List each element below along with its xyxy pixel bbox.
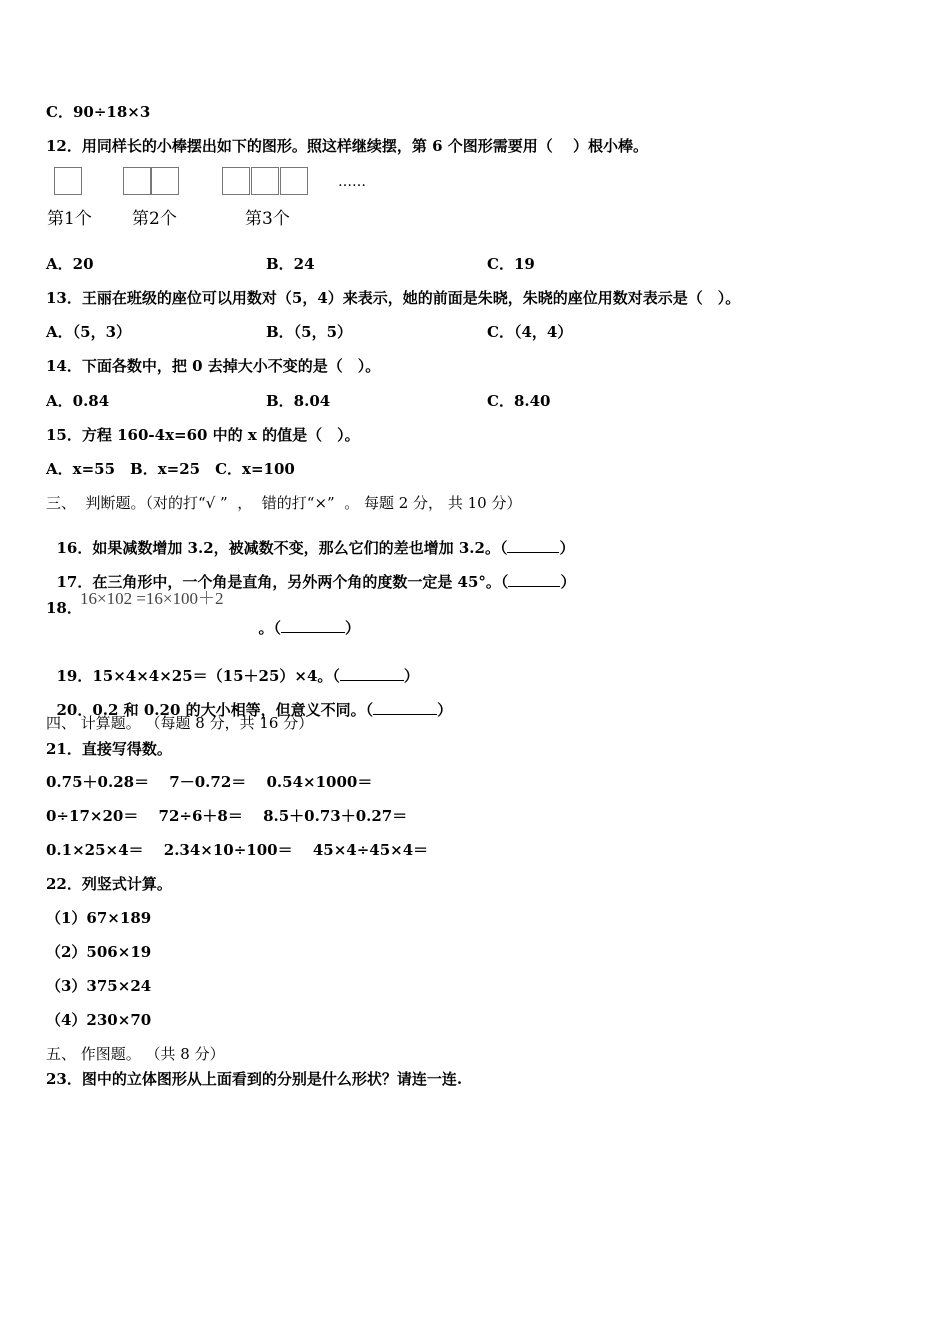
q19-close: ） [403, 667, 419, 685]
q18-tail [248, 598, 360, 638]
q18-formula: 16×102 =16×100＋2 [80, 589, 224, 608]
q16-close: ） [559, 539, 575, 557]
q15-options: A．x=55 B．x=25 C．x=100 [46, 460, 295, 478]
q14-option-c: C．8.40 [487, 392, 551, 410]
q19-text: 19．15×4×4×25＝（15＋25）×4。（ [56, 667, 340, 685]
figure-3-cell [280, 167, 308, 195]
section-4-heading: 四、 计算题。 （每题 8 分，共 16 分） [46, 714, 314, 732]
q13-stem: 13．王丽在班级的座位可以用数对（5，4）来表示，她的前面是朱晓，朱晓的座位用数对表示是（ ）。 [46, 289, 741, 307]
q22-item-1: （1）67×189 [46, 909, 152, 927]
q23-stem: 23．图中的立体图形从上面看到的分别是什么形状？请连一连. [46, 1070, 463, 1088]
q22-item-2: （2）506×19 [46, 943, 152, 961]
q17-close: ） [560, 573, 576, 591]
figure-caption-1: 第1个 [47, 209, 92, 229]
q11-option-c: C．90÷18×3 [46, 103, 151, 121]
q22-item-4: （4）230×70 [46, 1011, 152, 1029]
figure-2-cell [123, 167, 151, 195]
q14-option-b: B．8.04 [266, 392, 331, 410]
figure-1-cell [54, 167, 82, 195]
q21-row-3: 0.1×25×4＝ 2.34×10÷100＝ 45×4÷45×4＝ [46, 841, 429, 859]
figure-2-cell [151, 167, 179, 195]
figure-caption-3: 第3个 [245, 209, 290, 229]
q18-close: ） [344, 619, 360, 637]
q16-text: 16．如果减数增加 3.2，被减数不变，那么它们的差也增加 3.2。（ [56, 539, 508, 557]
q18-number: 18． [46, 599, 82, 617]
figure-3-cell [251, 167, 279, 195]
section-3-heading: 三、 判断题。（对的打“√ ” ， 错的打“×” 。 每题 2 分， 共 10 分） [46, 494, 522, 512]
q17-answer-blank[interactable] [508, 586, 560, 587]
figure-ellipsis: …… [338, 174, 366, 190]
q12-option-a: A．20 [46, 255, 94, 273]
section-5-heading: 五、 作图题。 （共 8 分） [46, 1045, 225, 1063]
q22-item-3: （3）375×24 [46, 977, 152, 995]
q20-answer-blank[interactable] [373, 714, 437, 715]
q18-tail-text: 。（ [258, 619, 281, 637]
q15-stem: 15．方程 160-4x=60 中的 x 的值是（ ）。 [46, 426, 360, 444]
q14-stem: 14．下面各数中，把 0 去掉大小不变的是（ ）。 [46, 357, 381, 375]
q12-stem: 12．用同样长的小棒摆出如下的图形。照这样继续摆，第 6 个图形需要用（ ）根小棒。 [46, 137, 648, 155]
q12-option-c: C．19 [487, 255, 535, 273]
q21-row-1: 0.75＋0.28＝ 7－0.72＝ 0.54×1000＝ [46, 773, 373, 791]
q21-row-2: 0÷17×20＝ 72÷6＋8＝ 8.5＋0.73＋0.27＝ [46, 807, 408, 825]
q13-option-b: B．（5，5） [266, 323, 353, 341]
figure-3-cell [222, 167, 250, 195]
q20-close: ） [437, 701, 453, 719]
q13-option-c: C．（4，4） [487, 323, 573, 341]
q21-stem: 21．直接写得数。 [46, 740, 172, 758]
q17-text: 17．在三角形中，一个角是直角，另外两个角的度数一定是 45°。（ [56, 573, 509, 591]
q22-stem: 22．列竖式计算。 [46, 875, 172, 893]
q18-answer-blank[interactable] [281, 632, 345, 633]
q20-text: 20．0.2 和 0.20 的大小相等，但意义不同。（ [56, 701, 374, 719]
figure-caption-2: 第2个 [132, 209, 177, 229]
q13-option-a: A．（5，3） [46, 323, 132, 341]
q14-option-a: A．0.84 [46, 392, 110, 410]
q12-option-b: B．24 [266, 255, 315, 273]
